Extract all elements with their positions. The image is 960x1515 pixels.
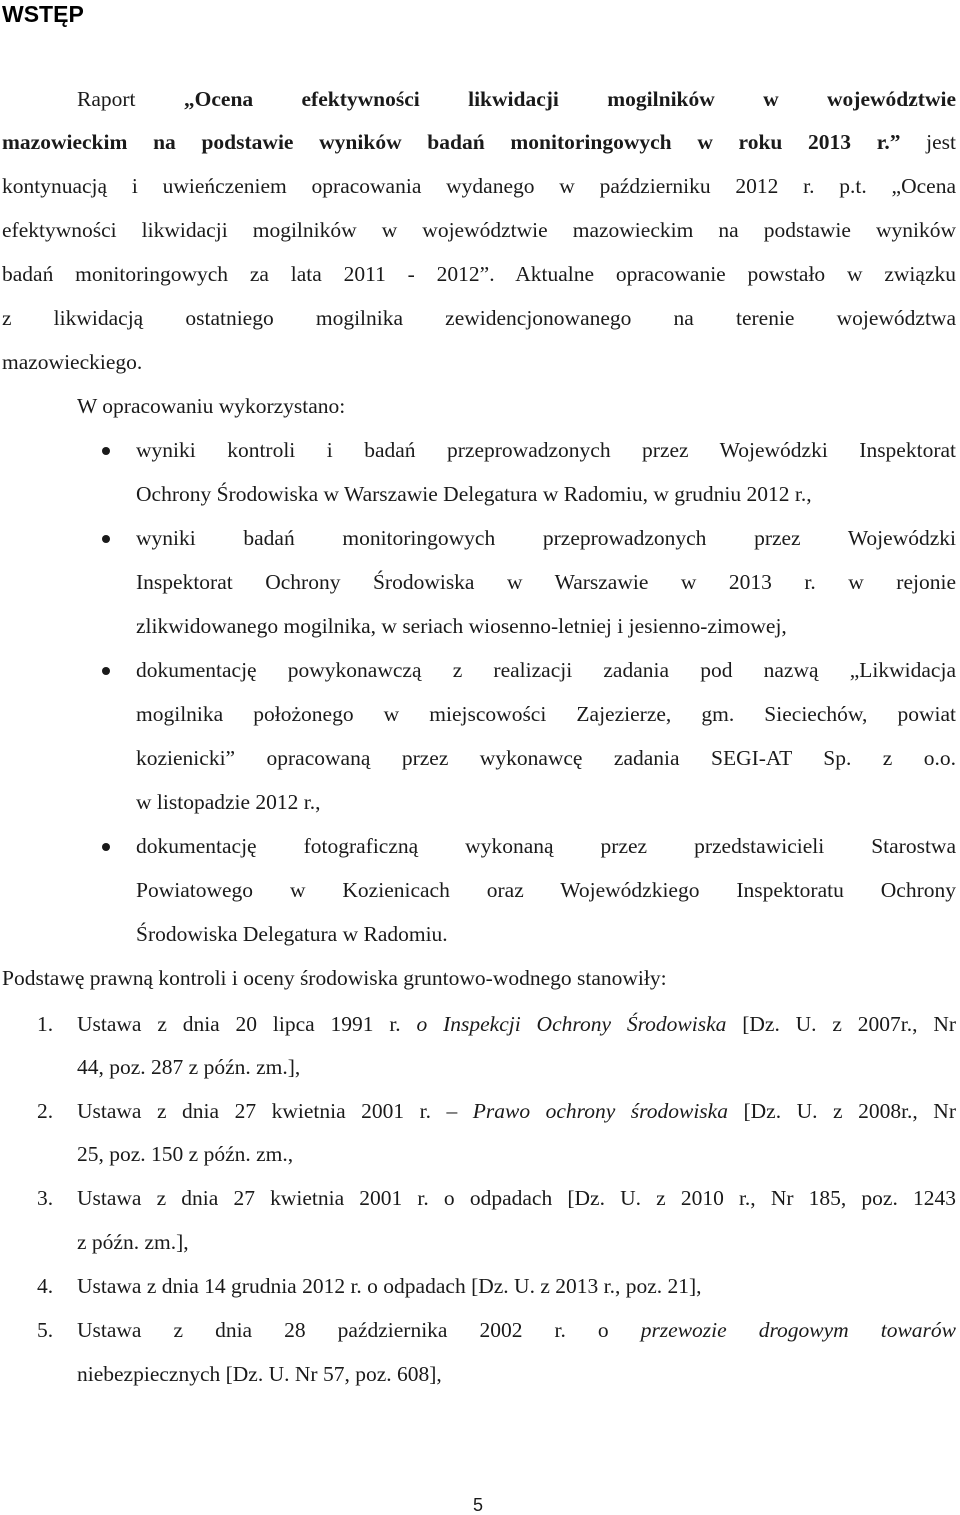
intro-line-7: mazowieckiego. [2, 350, 143, 374]
law-1-line-1 [77, 1011, 956, 1037]
page-number: 5 [473, 1495, 484, 1515]
section-heading: WSTĘP [2, 1, 84, 27]
law-text: Ustawa z dnia 27 kwietnia 2001 r. – [77, 1099, 473, 1123]
list-number: 3. [37, 1186, 54, 1210]
bullet-icon [102, 667, 110, 675]
bullet-3-line-3: kozienicki” opracowaną przez wykonawcę zadania SEGI-AT Sp. z o.o. [136, 746, 956, 770]
law-text: [Dz. U. z 2008r., Nr [727, 1099, 956, 1123]
intro-line-2 [2, 129, 956, 155]
list-number: 5. [37, 1318, 54, 1342]
legal-intro: Podstawę prawną kontroli i oceny środowiska gruntowo-wodnego stanowiły: [2, 966, 667, 990]
law-title: przewozie drogowym towarów [640, 1318, 956, 1342]
bullet-2-line-3: zlikwidowanego mogilnika, w seriach wiosenno-letniej i jesienno-zimowej, [136, 614, 787, 638]
law-5-line-2: niebezpiecznych [Dz. U. Nr 57, poz. 608], [77, 1362, 442, 1386]
list-number: 4. [37, 1274, 54, 1298]
law-title: o Inspekcji Ochrony Środowiska [416, 1012, 727, 1036]
law-title: Prawo ochrony środowiska [472, 1099, 728, 1123]
report-title-cont: mazowieckim na podstawie wyników badań monitoringowych w roku 2013 r.” [2, 130, 901, 154]
bullet-icon [102, 843, 110, 851]
bullet-4-line-1: dokumentację fotograficzną wykonaną przez przedstawicieli Starostwa [136, 834, 956, 858]
intro-line-3: kontynuacją i uwieńczeniem opracowania wydanego w październiku 2012 r. p.t. „Ocena [2, 174, 956, 198]
law-text: [Dz. U. z 2007r., Nr [726, 1012, 957, 1036]
law-1-line-2: 44, poz. 287 z późn. zm.], [77, 1055, 301, 1079]
bullet-1-line-1: wyniki kontroli i badań przeprowadzonych przez Wojewódzki Inspektorat [136, 438, 956, 462]
intro-text: Raport [77, 87, 184, 111]
intro-line-4: efektywności likwidacji mogilników w województwie mazowieckim na podstawie wyników [2, 218, 956, 242]
bullet-1-line-2: Ochrony Środowiska w Warszawie Delegatura w Radomiu, w grudniu 2012 r., [136, 482, 812, 506]
bullet-3-line-2: mogilnika położonego w miejscowości Zajezierze, gm. Sieciechów, powiat [136, 702, 956, 726]
law-2-line-2: 25, poz. 150 z późn. zm., [77, 1142, 294, 1166]
law-3-line-1: Ustawa z dnia 27 kwietnia 2001 r. o odpadach [Dz. U. z 2010 r., Nr 185, poz. 1243 [77, 1186, 956, 1210]
intro-line-6: z likwidacją ostatniego mogilnika zewidencjonowanego na terenie województwa [2, 306, 956, 330]
bullet-icon [102, 535, 110, 543]
law-text: Ustawa z dnia 28 października 2002 r. o [77, 1318, 641, 1342]
report-title: „Ocena efektywności likwidacji mogilników w województwie [183, 87, 956, 111]
bullet-icon [102, 447, 110, 455]
law-text: Ustawa z dnia 20 lipca 1991 r. [77, 1012, 417, 1036]
bullet-4-line-2: Powiatowego w Kozienicach oraz Wojewódzkiego Inspektoratu Ochrony [136, 878, 956, 902]
intro-text: jest [900, 130, 957, 154]
list-number: 2. [37, 1099, 54, 1123]
law-2-line-1 [77, 1098, 956, 1124]
list-number: 1. [37, 1012, 54, 1036]
law-5-line-1 [77, 1317, 956, 1343]
bullet-2-line-2: Inspektorat Ochrony Środowiska w Warszawie w 2013 r. w rejonie [136, 570, 956, 594]
bullet-4-line-3: Środowiska Delegatura w Radomiu. [136, 922, 448, 946]
bullet-2-line-1: wyniki badań monitoringowych przeprowadzonych przez Wojewódzki [136, 526, 956, 550]
intro-line-5: badań monitoringowych za lata 2011 - 2012”. Aktualne opracowanie powstało w związku [2, 262, 956, 286]
bullet-3-line-1: dokumentację powykonawczą z realizacji zadania pod nazwą „Likwidacja [136, 658, 956, 682]
intro-line-1 [77, 86, 956, 112]
law-4-line-1: Ustawa z dnia 14 grudnia 2012 r. o odpadach [Dz. U. z 2013 r., poz. 21], [77, 1274, 702, 1298]
bullet-3-line-4: w listopadzie 2012 r., [136, 790, 321, 814]
law-3-line-2: z późn. zm.], [77, 1230, 189, 1254]
used-intro: W opracowaniu wykorzystano: [77, 394, 346, 418]
